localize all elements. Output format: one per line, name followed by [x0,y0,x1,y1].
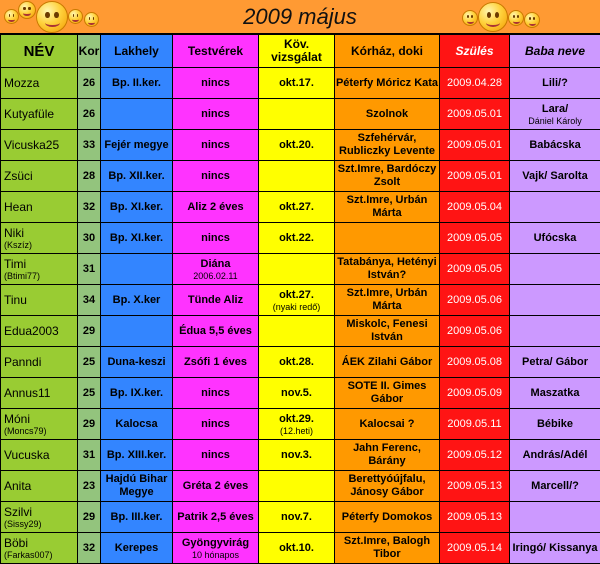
cell-name [1,99,78,130]
cell-baba-neve [510,471,600,502]
cell-kov-vizsgalat-subtext: (12.heti) [259,426,334,436]
cell-name [1,192,78,223]
cell-name-text: Kutyafüle [4,108,77,121]
cell-szules-text: 2009.05.05 [440,232,509,245]
cell-lakhely-text: Bp. XII.ker. [101,170,172,183]
header-testverek: Testvérek [173,35,259,68]
cell-baba-neve [510,161,600,192]
cell-korhaz [335,161,440,192]
cell-lakhely-text: Bp. XI.ker. [101,201,172,214]
cell-korhaz [335,316,440,347]
cell-szules [440,161,510,192]
table-row [1,223,600,254]
cell-kov-vizsgalat [259,130,335,161]
cell-baba-neve [510,99,600,130]
page-title: 2009 május [0,4,600,30]
cell-lakhely-text: Duna-keszi [101,356,172,369]
cell-name-text: Tinu [4,294,77,307]
cell-szules [440,316,510,347]
cell-kov-vizsgalat [259,347,335,378]
cell-kor-text: 23 [78,480,100,493]
cell-kor-text: 29 [78,511,100,524]
cell-lakhely [101,347,173,378]
cell-kor [78,192,101,223]
cell-name-text: Vucuska [4,449,77,462]
cell-korhaz-text: Szt.Imre, Balogh Tibor [335,535,439,561]
cell-lakhely-text: Bp. III.ker. [101,511,172,524]
cell-kor-text: 31 [78,263,100,276]
cell-kov-vizsgalat [259,409,335,440]
cell-testverek [173,99,259,130]
cell-name [1,161,78,192]
header-nev: NÉV [1,35,78,68]
cell-lakhely [101,378,173,409]
header-kor: Kor [78,35,101,68]
header-lakhely: Lakhely [101,35,173,68]
cell-lakhely-text: Fejér megye [101,139,172,152]
cell-szules-text: 2009.05.01 [440,139,509,152]
cell-kor-text: 28 [78,170,100,183]
cell-name [1,378,78,409]
cell-kor-text: 29 [78,418,100,431]
cell-szules [440,502,510,533]
cell-korhaz-text: Péterfy Móricz Kata [335,77,439,90]
cell-lakhely-text: Bp. X.ker [101,294,172,307]
cell-testverek [173,68,259,99]
cell-testverek [173,471,259,502]
cell-kov-vizsgalat [259,192,335,223]
cell-kov-vizsgalat-text: nov.3. [259,449,334,462]
cell-lakhely-text: Kalocsa [101,418,172,431]
table-row [1,378,600,409]
cell-name-text: Anita [4,480,77,493]
cell-name [1,254,78,285]
cell-baba-neve-text: Ufócska [510,232,600,245]
cell-lakhely [101,192,173,223]
cell-szules-text: 2009.05.06 [440,294,509,307]
cell-kor-text: 33 [78,139,100,152]
cell-kov-vizsgalat-text: okt.29. [259,413,334,426]
cell-testverek-subtext: 10 hónapos [173,550,258,560]
table-row [1,347,600,378]
cell-szules-text: 2009.05.12 [440,449,509,462]
cell-kov-vizsgalat [259,502,335,533]
cell-testverek-text: nincs [173,387,258,400]
cell-szules [440,192,510,223]
cell-kov-vizsgalat [259,254,335,285]
cell-kor-text: 25 [78,356,100,369]
title-bar [0,0,600,34]
table-row [1,471,600,502]
cell-testverek-text: nincs [173,170,258,183]
cell-testverek [173,285,259,316]
table-body [1,68,600,564]
cell-testverek-text: Tünde Aliz [173,294,258,307]
cell-korhaz [335,502,440,533]
cell-baba-neve [510,378,600,409]
cell-szules-text: 2009.05.11 [440,418,509,431]
cell-name [1,440,78,471]
cell-testverek [173,316,259,347]
cell-kov-vizsgalat [259,440,335,471]
cell-korhaz [335,285,440,316]
table-row [1,99,600,130]
cell-testverek [173,533,259,564]
cell-testverek-text: nincs [173,449,258,462]
cell-kor [78,161,101,192]
cell-korhaz [335,99,440,130]
cell-kov-vizsgalat [259,533,335,564]
cell-korhaz [335,471,440,502]
cell-name-text: Vicuska25 [4,139,77,152]
cell-name-text: Móni [4,413,77,426]
cell-baba-neve [510,440,600,471]
cell-szules [440,285,510,316]
cell-kor-text: 32 [78,542,100,555]
cell-kov-vizsgalat [259,68,335,99]
cell-name-text: Böbi [4,537,77,550]
cell-baba-neve-text: Petra/ Gábor [510,356,600,369]
cell-kor [78,285,101,316]
cell-testverek [173,192,259,223]
cell-lakhely [101,409,173,440]
cell-kov-vizsgalat-subtext: (nyaki redő) [259,302,334,312]
cell-kor [78,254,101,285]
cell-kov-vizsgalat-text: okt.28. [259,356,334,369]
cell-kov-vizsgalat-text: okt.10. [259,542,334,555]
cell-testverek-text: Gyöngyvirág [173,537,258,550]
cell-kor [78,68,101,99]
cell-name [1,502,78,533]
cell-szules [440,471,510,502]
cell-korhaz [335,254,440,285]
cell-baba-neve-text: Bébike [510,418,600,431]
cell-korhaz-text: Miskolc, Fenesi István [335,318,439,344]
cell-kov-vizsgalat [259,316,335,347]
header-korhaz-doki: Kórház, doki [335,35,440,68]
cell-korhaz-text: Szt.Imre, Bardóczy Zsolt [335,163,439,189]
cell-kor [78,378,101,409]
cell-name-text: Zsüci [4,170,77,183]
cell-kor [78,130,101,161]
cell-lakhely [101,223,173,254]
table-row [1,409,600,440]
cell-szules-text: 2009.05.01 [440,108,509,121]
cell-testverek-text: nincs [173,232,258,245]
cell-korhaz-text: Jahn Ferenc, Bárány [335,442,439,468]
cell-name-text: Annus11 [4,387,77,400]
cell-korhaz-text: Tatabánya, Hetényi István? [335,256,439,282]
cell-szules-text: 2009.05.09 [440,387,509,400]
table-row [1,533,600,564]
cell-testverek-text: Diána [173,258,258,271]
cell-testverek-text: Édua 5,5 éves [173,325,258,338]
cell-kov-vizsgalat-text: okt.27. [259,201,334,214]
cell-korhaz [335,347,440,378]
table-row [1,68,600,99]
cell-korhaz-text: Péterfy Domokos [335,511,439,524]
cell-kov-vizsgalat-text: okt.22. [259,232,334,245]
cell-szules [440,254,510,285]
cell-name [1,223,78,254]
cell-testverek [173,254,259,285]
header-row [1,35,600,68]
cell-name [1,471,78,502]
cell-kor [78,223,101,254]
cell-korhaz [335,223,440,254]
cell-name [1,533,78,564]
cell-kov-vizsgalat-text: okt.20. [259,139,334,152]
table-row [1,161,600,192]
cell-name-text: Szilvi [4,506,77,519]
cell-baba-neve-text: Lili/? [510,77,600,90]
cell-korhaz-text: Kalocsai ? [335,418,439,431]
cell-szules [440,68,510,99]
cell-testverek [173,130,259,161]
table-row [1,440,600,471]
cell-kor-text: 30 [78,232,100,245]
cell-testverek [173,440,259,471]
cell-testverek-text: Aliz 2 éves [173,201,258,214]
cell-lakhely [101,285,173,316]
cell-szules [440,533,510,564]
table-row [1,285,600,316]
cell-szules [440,409,510,440]
cell-name-text: Edua2003 [4,325,77,338]
cell-szules [440,223,510,254]
cell-baba-neve [510,347,600,378]
cell-kor-text: 29 [78,325,100,338]
cell-szules-text: 2009.05.13 [440,511,509,524]
header-kov-vizsgalat: Köv. vizsgálat [259,35,335,68]
cell-name-subtext: (Btimi77) [4,271,77,281]
cell-lakhely [101,440,173,471]
cell-kor-text: 32 [78,201,100,214]
cell-name [1,347,78,378]
cell-baba-neve [510,316,600,347]
table-row [1,192,600,223]
cell-lakhely-text: Bp. XI.ker. [101,232,172,245]
cell-testverek [173,378,259,409]
cell-szules [440,99,510,130]
cell-baba-neve-text: Maszatka [510,387,600,400]
cell-lakhely [101,254,173,285]
cell-name-subtext: (Sissy29) [4,519,77,529]
cell-name-text: Hean [4,201,77,214]
cell-kor [78,533,101,564]
cell-kor-text: 34 [78,294,100,307]
cell-kov-vizsgalat [259,285,335,316]
cell-lakhely [101,99,173,130]
cell-lakhely-text: Bp. IX.ker. [101,387,172,400]
cell-szules-text: 2009.05.06 [440,325,509,338]
cell-kov-vizsgalat [259,378,335,409]
cell-korhaz [335,378,440,409]
cell-lakhely-text: Kerepes [101,542,172,555]
cell-lakhely [101,68,173,99]
cell-szules-text: 2009.05.01 [440,170,509,183]
cell-lakhely-text: Bp. XIII.ker. [101,449,172,462]
cell-baba-neve [510,130,600,161]
cell-korhaz-text: Berettyóújfalu, Jánosy Gábor [335,473,439,499]
cell-korhaz-text: Szfehérvár, Rubliczky Levente [335,132,439,158]
cell-testverek-text: nincs [173,139,258,152]
cell-lakhely [101,533,173,564]
cell-korhaz [335,130,440,161]
cell-testverek-text: Zsófi 1 éves [173,356,258,369]
cell-kor [78,316,101,347]
cell-szules-text: 2009.04.28 [440,77,509,90]
cell-lakhely [101,161,173,192]
table-row [1,316,600,347]
cell-testverek [173,223,259,254]
cell-name [1,285,78,316]
cell-kov-vizsgalat [259,161,335,192]
cell-kov-vizsgalat-text: nov.5. [259,387,334,400]
cell-korhaz-text: Szt.Imre, Urbán Márta [335,194,439,220]
cell-baba-neve-text: Babácska [510,139,600,152]
cell-szules-text: 2009.05.04 [440,201,509,214]
cell-lakhely [101,130,173,161]
cell-kov-vizsgalat-text: nov.7. [259,511,334,524]
cell-baba-neve-subtext: Dániel Károly [510,116,600,126]
table-row [1,130,600,161]
cell-szules [440,130,510,161]
cell-korhaz-text: SOTE II. Gimes Gábor [335,380,439,406]
cell-testverek [173,161,259,192]
cell-baba-neve-text: Marcell/? [510,480,600,493]
cell-testverek [173,409,259,440]
cell-kor [78,502,101,533]
cell-korhaz [335,440,440,471]
cell-baba-neve [510,192,600,223]
cell-kov-vizsgalat-text: okt.27. [259,289,334,302]
cell-korhaz-text: Szt.Imre, Urbán Márta [335,287,439,313]
cell-kov-vizsgalat [259,223,335,254]
cell-kor-text: 31 [78,449,100,462]
cell-kor [78,440,101,471]
cell-name-text: Timi [4,258,77,271]
cell-kor-text: 26 [78,77,100,90]
cell-kor-text: 25 [78,387,100,400]
header-szules: Szülés [440,35,510,68]
cell-baba-neve [510,68,600,99]
cell-szules [440,347,510,378]
cell-szules [440,378,510,409]
cell-name-text: Panndi [4,356,77,369]
cell-szules-text: 2009.05.05 [440,263,509,276]
cell-lakhely [101,502,173,533]
cell-testverek-subtext: 2006.02.11 [173,271,258,281]
cell-name [1,68,78,99]
cell-lakhely-text: Bp. II.ker. [101,77,172,90]
cell-kov-vizsgalat-text: okt.17. [259,77,334,90]
cell-baba-neve [510,533,600,564]
cell-baba-neve [510,254,600,285]
cell-lakhely-text: Hajdú Bihar Megye [101,473,172,499]
cell-szules-text: 2009.05.14 [440,542,509,555]
cell-kor-text: 26 [78,108,100,121]
cell-baba-neve [510,409,600,440]
data-table [0,34,600,564]
cell-kor [78,347,101,378]
cell-baba-neve-text: Vajk/ Sarolta [510,170,600,183]
cell-korhaz [335,192,440,223]
cell-kov-vizsgalat [259,99,335,130]
cell-name [1,316,78,347]
cell-name-text: Niki [4,227,77,240]
cell-testverek-text: Gréta 2 éves [173,480,258,493]
cell-testverek-text: nincs [173,77,258,90]
cell-name [1,409,78,440]
cell-kor [78,99,101,130]
cell-kor [78,471,101,502]
cell-baba-neve-text: Iringó/ Kissanya [510,542,600,555]
cell-testverek [173,347,259,378]
cell-baba-neve [510,502,600,533]
cell-kov-vizsgalat [259,471,335,502]
cell-korhaz [335,409,440,440]
table-row [1,502,600,533]
cell-kor [78,409,101,440]
cell-korhaz-text: ÁEK Zilahi Gábor [335,356,439,369]
cell-szules-text: 2009.05.13 [440,480,509,493]
cell-name-subtext: (Kszíz) [4,240,77,250]
cell-testverek-text: Patrik 2,5 éves [173,511,258,524]
cell-testverek [173,502,259,533]
cell-testverek-text: nincs [173,418,258,431]
cell-lakhely [101,316,173,347]
cell-baba-neve-text: András/Adél [510,449,600,462]
cell-baba-neve [510,223,600,254]
cell-baba-neve [510,285,600,316]
cell-name-subtext: (Moncs79) [4,426,77,436]
cell-lakhely [101,471,173,502]
cell-name-subtext: (Farkas007) [4,550,77,560]
cell-baba-neve-text: Lara/ [510,103,600,116]
cell-korhaz-text: Szolnok [335,108,439,121]
cell-szules-text: 2009.05.08 [440,356,509,369]
cell-szules [440,440,510,471]
cell-name [1,130,78,161]
table-row [1,254,600,285]
header-baba-neve: Baba neve [510,35,600,68]
cell-korhaz [335,533,440,564]
cell-testverek-text: nincs [173,108,258,121]
cell-korhaz [335,68,440,99]
cell-name-text: Mozza [4,77,77,90]
